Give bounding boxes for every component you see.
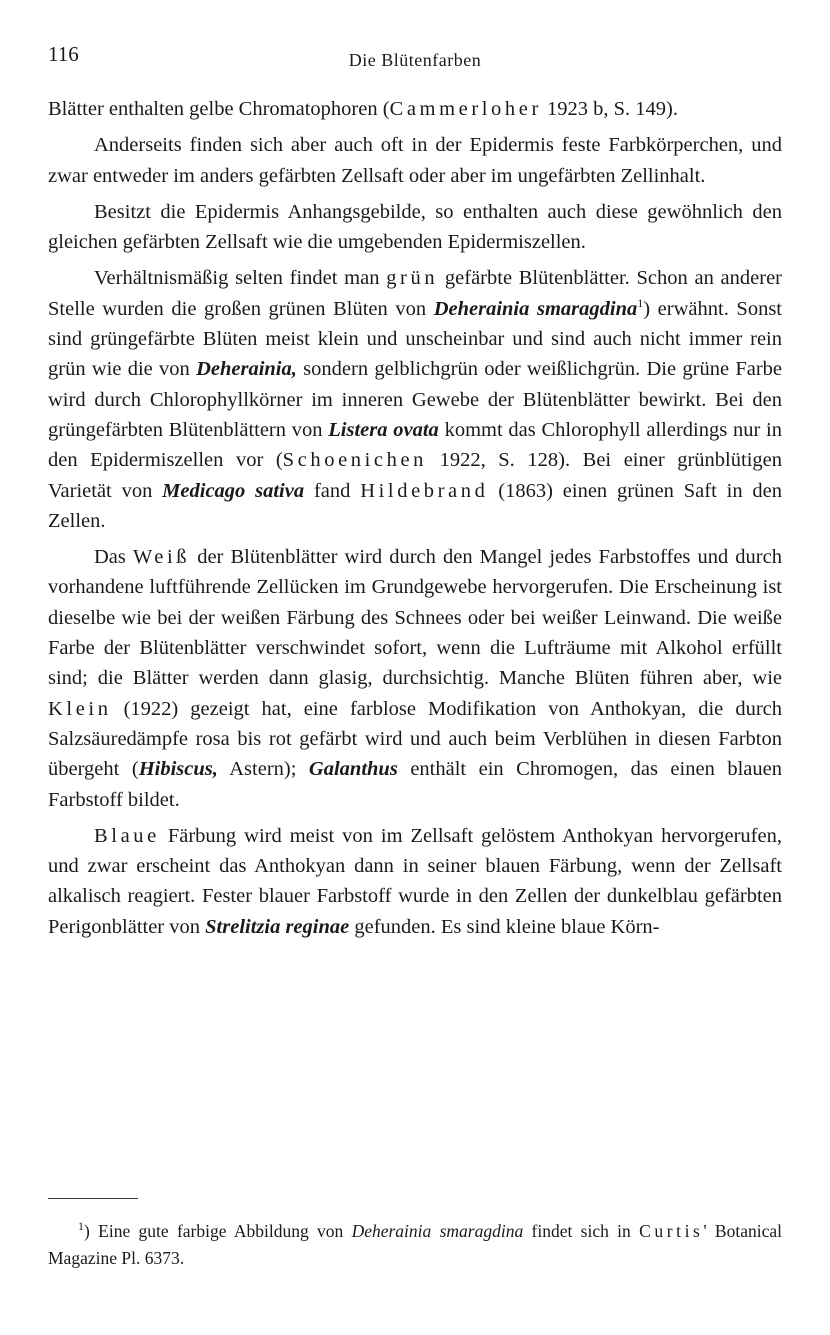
text-run: ) Eine gute farbige Abbildung von: [84, 1220, 352, 1241]
page-number: 116: [48, 42, 79, 66]
text-run: (1922) gezeigt hat, eine farblose Modifikation von Anthokyan, die durch Salzsäuredämpfe rosa bis rot gefärbt wird und auch beim Verblühen in diesen Farbton übergeht (: [48, 697, 782, 781]
paragraph-4-green: [48, 263, 782, 536]
text-run: gefunden. Es sind kleine blaue Körn-: [349, 915, 660, 938]
text-run: Blätter enthalten gelbe Chromatophoren (: [48, 98, 390, 120]
paragraph-6-blue: [48, 821, 782, 942]
species-name: Deherainia smaragdina: [433, 297, 638, 320]
footnote-reference: 1: [637, 295, 644, 310]
footnote-marker: 1: [78, 1219, 84, 1233]
author-name: Schoenichen: [282, 449, 428, 472]
footnote-text: [48, 1221, 782, 1268]
author-name: Weiß: [132, 546, 191, 569]
footnote-rule: [48, 1198, 138, 1199]
text-run: 1922, S. 128). Bei einer grünblütigen Varietät von: [48, 449, 782, 502]
running-title: Die Blütenfarben: [348, 50, 482, 70]
species-name: Galanthus: [308, 758, 398, 781]
text-run: Anderseits finden sich aber auch oft in der Epidermis feste Farbkörperchen, und zwar entweder im anders gefärbten Zellsaft oder aber im ungefärbten Zellinhalt.: [48, 134, 782, 187]
text-run: Färbung wird meist von im Zellsaft gelöstem Anthokyan hervorgerufen, und zwar erscheint das Anthokyan dann in seiner blauen Färbung, wenn der Zellsaft alkalisch reagiert. Fester blauer Farbstoff wurde in den Zellen der dunkelblau gefärbten Perigonblätter von: [48, 824, 782, 938]
text-run: sondern gelblichgrün oder weißlichgrün. Die grüne Farbe wird durch Chlorophyllkörner im inneren Gewebe der Blütenblätter bewirkt. Bei den grüngefärbten Blütenblättern von: [48, 358, 782, 441]
author-name: Blaue: [94, 824, 160, 847]
text-run: ) erwähnt. Sonst sind grüngefärbte Blüten meist klein und unscheinbar und sind auch nicht immer rein grün wie die von: [48, 297, 782, 381]
author-name: grün: [386, 267, 439, 290]
species-name: Medicago sativa: [162, 479, 305, 502]
species-name: Strelitzia reginae: [205, 915, 350, 938]
paragraph-2: [48, 130, 782, 191]
species-name: Listera ovata: [328, 418, 439, 441]
text-run: Besitzt die Epidermis Anhangsgebilde, so enthalten auch diese gewöhnlich den gleichen gefärbten Zellsaft wie die umgebenden Epidermiszellen.: [48, 200, 782, 254]
footnote: [48, 1213, 782, 1272]
text-run: 1923 b, S. 149).: [541, 98, 678, 120]
text-run: ' Botanical Magazine Pl. 6373.: [48, 1220, 782, 1268]
text-run: findet sich in: [523, 1220, 640, 1241]
author-name: Curtis: [639, 1220, 704, 1241]
body-text: [48, 94, 782, 948]
author-name: Klein: [48, 697, 112, 720]
paragraph-3: [48, 197, 782, 258]
text-run: (1863) einen grünen Saft in den Zellen.: [48, 479, 783, 532]
text-run: fand: [304, 479, 361, 502]
paragraph-1: [48, 94, 782, 124]
species-name: Hibiscus,: [138, 758, 218, 781]
text-run: enthält ein Chromogen, das einen blauen Farbstoff bildet.: [48, 758, 782, 811]
text-run: Astern);: [217, 758, 309, 781]
text-run: der Blütenblätter wird durch den Mangel jedes Farbstoffes und durch vorhandene luftführende Zellücken im Grundgewebe hervorgerufen. Die Erscheinung ist dieselbe wie bei der weißen Färbung des Schnees oder bei weißer Leinwand. Die weiße Farbe der Blütenblätter verschwindet sofort, wenn die Lufträume mit Alkohol erfüllt sind; die Blätter werden dann glasig, durchsichtig. Manche Blüten führen aber, wie: [48, 546, 782, 690]
paragraph-5-white: [48, 542, 782, 815]
species-name: Deherainia,: [196, 358, 297, 381]
author-name: Hildebrand: [360, 479, 489, 502]
species-name: Deherainia smaragdina: [351, 1220, 524, 1241]
text-run: gefärbte Blütenblätter. Schon an anderer Stelle wurden die großen grünen Blüten von: [48, 267, 782, 320]
text-run: kommt das Chlorophyll allerdings nur in den Epidermiszellen vor (: [48, 418, 782, 472]
text-run: Verhältnismäßig selten findet man: [94, 267, 387, 290]
author-name: Cammerloher: [389, 98, 542, 120]
text-run: Das: [94, 546, 133, 569]
